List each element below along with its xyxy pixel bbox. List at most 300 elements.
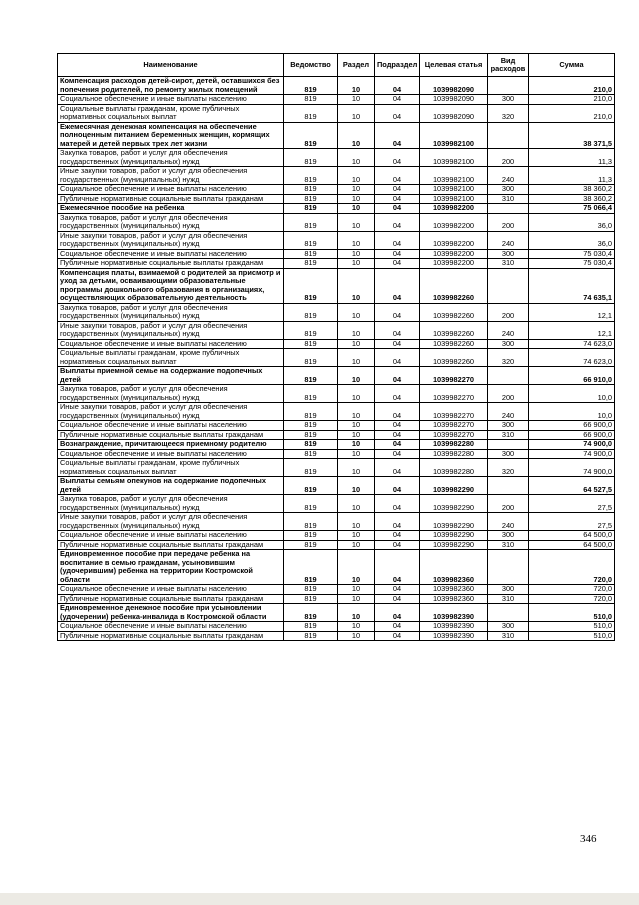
cell-section: 10 <box>338 349 375 367</box>
cell-dept: 819 <box>284 385 338 403</box>
cell-section: 10 <box>338 249 375 259</box>
cell-target: 1039982200 <box>420 231 488 249</box>
cell-section: 10 <box>338 513 375 531</box>
cell-section: 10 <box>338 194 375 204</box>
cell-dept: 819 <box>284 213 338 231</box>
cell-subsection: 04 <box>375 604 420 622</box>
cell-dept: 819 <box>284 194 338 204</box>
cell-kind: 200 <box>488 213 529 231</box>
table-row <box>58 477 615 495</box>
table-row <box>58 594 615 604</box>
cell-dept: 819 <box>284 421 338 431</box>
cell-sum: 38 360,2 <box>529 185 615 195</box>
cell-name: Ежемесячная денежная компенсация на обеспечение полноценным питанием беременных женщин, кормящих матерей и детей первых трех лет жизни <box>58 122 284 149</box>
cell-kind: 310 <box>488 194 529 204</box>
cell-kind <box>488 268 529 303</box>
table-header-row <box>58 54 615 77</box>
cell-section: 10 <box>338 122 375 149</box>
cell-target: 1039982100 <box>420 185 488 195</box>
cell-dept: 819 <box>284 149 338 167</box>
cell-name: Компенсация расходов детей-сирот, детей, оставшихся без попечения родителей, по ремонту жилых помещений <box>58 77 284 95</box>
cell-sum: 210,0 <box>529 95 615 105</box>
cell-name: Закупка товаров, работ и услуг для обеспечения государственных (муниципальных) нужд <box>58 213 284 231</box>
cell-section: 10 <box>338 403 375 421</box>
cell-sum: 74 900,0 <box>529 459 615 477</box>
cell-sum: 720,0 <box>529 550 615 585</box>
cell-dept: 819 <box>284 167 338 185</box>
cell-subsection: 04 <box>375 213 420 231</box>
cell-target: 1039982360 <box>420 585 488 595</box>
cell-subsection: 04 <box>375 421 420 431</box>
cell-sum: 720,0 <box>529 594 615 604</box>
cell-name: Социальное обеспечение и иные выплаты населению <box>58 185 284 195</box>
cell-kind: 240 <box>488 231 529 249</box>
table-row <box>58 449 615 459</box>
cell-sum: 27,5 <box>529 495 615 513</box>
cell-kind: 310 <box>488 430 529 440</box>
cell-sum: 36,0 <box>529 213 615 231</box>
cell-subsection: 04 <box>375 185 420 195</box>
cell-name: Социальное обеспечение и иные выплаты населению <box>58 449 284 459</box>
cell-subsection: 04 <box>375 95 420 105</box>
cell-kind: 240 <box>488 321 529 339</box>
cell-sum: 66 910,0 <box>529 367 615 385</box>
cell-subsection: 04 <box>375 585 420 595</box>
header-name: Наименование <box>58 54 284 77</box>
cell-sum: 74 900,0 <box>529 440 615 450</box>
cell-section: 10 <box>338 367 375 385</box>
cell-subsection: 04 <box>375 385 420 403</box>
table-row <box>58 430 615 440</box>
cell-name: Иные закупки товаров, работ и услуг для обеспечения государственных (муниципальных) нужд <box>58 167 284 185</box>
table-row <box>58 440 615 450</box>
cell-name: Социальное обеспечение и иные выплаты населению <box>58 421 284 431</box>
cell-name: Публичные нормативные социальные выплаты гражданам <box>58 194 284 204</box>
table-row <box>58 403 615 421</box>
cell-subsection: 04 <box>375 303 420 321</box>
page-number: 346 <box>580 833 597 845</box>
cell-kind: 200 <box>488 149 529 167</box>
cell-target: 1039982290 <box>420 477 488 495</box>
table-body <box>58 77 615 641</box>
cell-dept: 819 <box>284 477 338 495</box>
cell-target: 1039982260 <box>420 339 488 349</box>
cell-name: Ежемесячное пособие на ребенка <box>58 204 284 214</box>
cell-kind: 300 <box>488 339 529 349</box>
cell-target: 1039982200 <box>420 249 488 259</box>
cell-dept: 819 <box>284 104 338 122</box>
cell-kind: 310 <box>488 259 529 269</box>
cell-section: 10 <box>338 185 375 195</box>
table-row <box>58 604 615 622</box>
cell-name: Закупка товаров, работ и услуг для обеспечения государственных (муниципальных) нужд <box>58 385 284 403</box>
cell-dept: 819 <box>284 349 338 367</box>
cell-kind <box>488 604 529 622</box>
header-subsection: Подраздел <box>375 54 420 77</box>
cell-subsection: 04 <box>375 495 420 513</box>
cell-sum: 36,0 <box>529 231 615 249</box>
table-row <box>58 495 615 513</box>
cell-subsection: 04 <box>375 339 420 349</box>
cell-name: Социальное обеспечение и иные выплаты населению <box>58 249 284 259</box>
cell-kind: 300 <box>488 95 529 105</box>
table-row <box>58 95 615 105</box>
cell-section: 10 <box>338 585 375 595</box>
cell-kind: 200 <box>488 495 529 513</box>
cell-sum: 75 030,4 <box>529 259 615 269</box>
cell-subsection: 04 <box>375 459 420 477</box>
cell-section: 10 <box>338 149 375 167</box>
cell-target: 1039982100 <box>420 122 488 149</box>
cell-sum: 74 635,1 <box>529 268 615 303</box>
cell-dept: 819 <box>284 204 338 214</box>
cell-sum: 66 900,0 <box>529 430 615 440</box>
cell-target: 1039982360 <box>420 594 488 604</box>
cell-name: Вознаграждение, причитающееся приемному родителю <box>58 440 284 450</box>
cell-subsection: 04 <box>375 321 420 339</box>
cell-sum: 38 360,2 <box>529 194 615 204</box>
cell-target: 1039982100 <box>420 167 488 185</box>
cell-target: 1039982280 <box>420 440 488 450</box>
table-row <box>58 385 615 403</box>
cell-kind: 300 <box>488 249 529 259</box>
table-row <box>58 231 615 249</box>
cell-subsection: 04 <box>375 622 420 632</box>
table-row <box>58 421 615 431</box>
cell-target: 1039982290 <box>420 540 488 550</box>
cell-name: Социальные выплаты гражданам, кроме публичных нормативных социальных выплат <box>58 459 284 477</box>
cell-subsection: 04 <box>375 167 420 185</box>
cell-subsection: 04 <box>375 194 420 204</box>
table-row <box>58 513 615 531</box>
cell-kind: 320 <box>488 104 529 122</box>
cell-target: 1039982260 <box>420 349 488 367</box>
cell-sum: 510,0 <box>529 622 615 632</box>
cell-kind: 300 <box>488 531 529 541</box>
budget-table <box>57 53 615 641</box>
header-dept: Ведомство <box>284 54 338 77</box>
cell-dept: 819 <box>284 531 338 541</box>
cell-name: Социальное обеспечение и иные выплаты населению <box>58 531 284 541</box>
cell-kind: 240 <box>488 513 529 531</box>
cell-name: Социальное обеспечение и иные выплаты населению <box>58 622 284 632</box>
cell-section: 10 <box>338 440 375 450</box>
cell-dept: 819 <box>284 321 338 339</box>
cell-target: 1039982090 <box>420 77 488 95</box>
cell-subsection: 04 <box>375 403 420 421</box>
cell-sum: 12,1 <box>529 321 615 339</box>
cell-subsection: 04 <box>375 122 420 149</box>
cell-target: 1039982090 <box>420 104 488 122</box>
cell-sum: 720,0 <box>529 585 615 595</box>
cell-name: Единовременное денежное пособие при усыновлении (удочерении) ребенка-инвалида в Костромской области <box>58 604 284 622</box>
cell-target: 1039982290 <box>420 495 488 513</box>
cell-sum: 11,3 <box>529 167 615 185</box>
cell-section: 10 <box>338 385 375 403</box>
cell-section: 10 <box>338 604 375 622</box>
table-row <box>58 631 615 641</box>
cell-sum: 74 900,0 <box>529 449 615 459</box>
table-row <box>58 149 615 167</box>
cell-kind <box>488 367 529 385</box>
cell-section: 10 <box>338 204 375 214</box>
cell-section: 10 <box>338 540 375 550</box>
cell-section: 10 <box>338 303 375 321</box>
cell-sum: 64 527,5 <box>529 477 615 495</box>
cell-name: Закупка товаров, работ и услуг для обеспечения государственных (муниципальных) нужд <box>58 495 284 513</box>
cell-section: 10 <box>338 167 375 185</box>
cell-section: 10 <box>338 268 375 303</box>
cell-kind <box>488 550 529 585</box>
cell-subsection: 04 <box>375 449 420 459</box>
table-row <box>58 249 615 259</box>
cell-sum: 11,3 <box>529 149 615 167</box>
table-row <box>58 550 615 585</box>
table-row <box>58 531 615 541</box>
cell-section: 10 <box>338 449 375 459</box>
cell-subsection: 04 <box>375 594 420 604</box>
cell-target: 1039982270 <box>420 421 488 431</box>
cell-kind <box>488 77 529 95</box>
cell-target: 1039982270 <box>420 385 488 403</box>
cell-section: 10 <box>338 339 375 349</box>
cell-sum: 510,0 <box>529 631 615 641</box>
cell-sum: 66 900,0 <box>529 421 615 431</box>
cell-section: 10 <box>338 594 375 604</box>
cell-dept: 819 <box>284 449 338 459</box>
cell-kind: 300 <box>488 449 529 459</box>
cell-section: 10 <box>338 477 375 495</box>
table-row <box>58 185 615 195</box>
table-row <box>58 204 615 214</box>
table-row <box>58 585 615 595</box>
cell-target: 1039982290 <box>420 513 488 531</box>
cell-dept: 819 <box>284 122 338 149</box>
cell-dept: 819 <box>284 604 338 622</box>
cell-target: 1039982290 <box>420 531 488 541</box>
cell-kind <box>488 122 529 149</box>
cell-subsection: 04 <box>375 259 420 269</box>
cell-dept: 819 <box>284 513 338 531</box>
table-row <box>58 339 615 349</box>
cell-dept: 819 <box>284 631 338 641</box>
cell-name: Публичные нормативные социальные выплаты гражданам <box>58 430 284 440</box>
cell-sum: 64 500,0 <box>529 540 615 550</box>
cell-kind: 300 <box>488 622 529 632</box>
cell-target: 1039982270 <box>420 430 488 440</box>
cell-target: 1039982270 <box>420 367 488 385</box>
cell-subsection: 04 <box>375 268 420 303</box>
table-row <box>58 303 615 321</box>
cell-target: 1039982260 <box>420 321 488 339</box>
cell-sum: 210,0 <box>529 104 615 122</box>
cell-sum: 74 623,0 <box>529 349 615 367</box>
cell-kind: 310 <box>488 540 529 550</box>
cell-dept: 819 <box>284 259 338 269</box>
scan-bottom-edge <box>0 893 639 905</box>
cell-section: 10 <box>338 459 375 477</box>
cell-subsection: 04 <box>375 477 420 495</box>
cell-name: Публичные нормативные социальные выплаты гражданам <box>58 594 284 604</box>
cell-kind <box>488 204 529 214</box>
cell-dept: 819 <box>284 339 338 349</box>
cell-section: 10 <box>338 622 375 632</box>
table-row <box>58 213 615 231</box>
cell-subsection: 04 <box>375 367 420 385</box>
cell-dept: 819 <box>284 594 338 604</box>
cell-dept: 819 <box>284 622 338 632</box>
cell-target: 1039982390 <box>420 604 488 622</box>
cell-kind: 200 <box>488 385 529 403</box>
cell-name: Публичные нормативные социальные выплаты гражданам <box>58 540 284 550</box>
cell-dept: 819 <box>284 440 338 450</box>
cell-dept: 819 <box>284 185 338 195</box>
cell-kind: 310 <box>488 594 529 604</box>
cell-section: 10 <box>338 430 375 440</box>
cell-target: 1039982280 <box>420 459 488 477</box>
cell-name: Социальное обеспечение и иные выплаты населению <box>58 339 284 349</box>
cell-name: Публичные нормативные социальные выплаты гражданам <box>58 259 284 269</box>
cell-kind: 200 <box>488 303 529 321</box>
cell-subsection: 04 <box>375 249 420 259</box>
cell-dept: 819 <box>284 367 338 385</box>
header-kind: Вид расходов <box>488 54 529 77</box>
table-row <box>58 540 615 550</box>
table-row <box>58 104 615 122</box>
cell-kind: 320 <box>488 349 529 367</box>
cell-target: 1039982280 <box>420 449 488 459</box>
cell-target: 1039982100 <box>420 149 488 167</box>
cell-sum: 10,0 <box>529 403 615 421</box>
cell-name: Иные закупки товаров, работ и услуг для обеспечения государственных (муниципальных) нужд <box>58 513 284 531</box>
cell-dept: 819 <box>284 495 338 513</box>
table-row <box>58 622 615 632</box>
table-row <box>58 459 615 477</box>
cell-kind: 320 <box>488 459 529 477</box>
cell-name: Социальное обеспечение и иные выплаты населению <box>58 95 284 105</box>
cell-section: 10 <box>338 95 375 105</box>
cell-target: 1039982360 <box>420 550 488 585</box>
cell-dept: 819 <box>284 403 338 421</box>
cell-section: 10 <box>338 213 375 231</box>
header-sum: Сумма <box>529 54 615 77</box>
cell-sum: 75 066,4 <box>529 204 615 214</box>
cell-subsection: 04 <box>375 531 420 541</box>
table-row <box>58 259 615 269</box>
header-section: Раздел <box>338 54 375 77</box>
header-target: Целевая статья <box>420 54 488 77</box>
cell-dept: 819 <box>284 268 338 303</box>
cell-section: 10 <box>338 421 375 431</box>
table-row <box>58 122 615 149</box>
table-row <box>58 194 615 204</box>
cell-sum: 38 371,5 <box>529 122 615 149</box>
table-row <box>58 349 615 367</box>
cell-section: 10 <box>338 104 375 122</box>
cell-dept: 819 <box>284 430 338 440</box>
table-row <box>58 321 615 339</box>
table-row <box>58 77 615 95</box>
cell-dept: 819 <box>284 95 338 105</box>
cell-sum: 510,0 <box>529 604 615 622</box>
cell-target: 1039982100 <box>420 194 488 204</box>
cell-dept: 819 <box>284 585 338 595</box>
cell-dept: 819 <box>284 540 338 550</box>
cell-kind: 310 <box>488 631 529 641</box>
cell-name: Выплаты семьям опекунов на содержание подопечных детей <box>58 477 284 495</box>
cell-name: Иные закупки товаров, работ и услуг для обеспечения государственных (муниципальных) нужд <box>58 231 284 249</box>
cell-sum: 75 030,4 <box>529 249 615 259</box>
cell-kind: 240 <box>488 167 529 185</box>
cell-sum: 210,0 <box>529 77 615 95</box>
cell-kind: 240 <box>488 403 529 421</box>
cell-subsection: 04 <box>375 440 420 450</box>
cell-subsection: 04 <box>375 349 420 367</box>
cell-dept: 819 <box>284 303 338 321</box>
cell-sum: 74 623,0 <box>529 339 615 349</box>
table-row <box>58 167 615 185</box>
cell-subsection: 04 <box>375 149 420 167</box>
cell-dept: 819 <box>284 77 338 95</box>
cell-dept: 819 <box>284 459 338 477</box>
cell-name: Социальные выплаты гражданам, кроме публичных нормативных социальных выплат <box>58 349 284 367</box>
cell-kind: 300 <box>488 421 529 431</box>
cell-dept: 819 <box>284 550 338 585</box>
cell-target: 1039982260 <box>420 303 488 321</box>
cell-section: 10 <box>338 631 375 641</box>
cell-subsection: 04 <box>375 77 420 95</box>
cell-kind: 300 <box>488 185 529 195</box>
cell-kind <box>488 477 529 495</box>
cell-name: Компенсация платы, взимаемой с родителей за присмотр и уход за детьми, осваивающими образовательные программы дошкольного образования в организациях, осуществляющих образовательную деятельность <box>58 268 284 303</box>
cell-section: 10 <box>338 495 375 513</box>
cell-name: Социальное обеспечение и иные выплаты населению <box>58 585 284 595</box>
cell-section: 10 <box>338 531 375 541</box>
cell-target: 1039982090 <box>420 95 488 105</box>
cell-subsection: 04 <box>375 104 420 122</box>
cell-target: 1039982270 <box>420 403 488 421</box>
cell-subsection: 04 <box>375 204 420 214</box>
cell-sum: 27,5 <box>529 513 615 531</box>
cell-sum: 12,1 <box>529 303 615 321</box>
cell-target: 1039982390 <box>420 631 488 641</box>
cell-target: 1039982200 <box>420 204 488 214</box>
cell-name: Иные закупки товаров, работ и услуг для обеспечения государственных (муниципальных) нужд <box>58 403 284 421</box>
cell-name: Закупка товаров, работ и услуг для обеспечения государственных (муниципальных) нужд <box>58 149 284 167</box>
budget-table-page <box>57 53 614 641</box>
cell-name: Единовременное пособие при передаче ребенка на воспитание в семью гражданам, усыновившим (удочерившим) ребенка на территории Костромской области <box>58 550 284 585</box>
cell-name: Публичные нормативные социальные выплаты гражданам <box>58 631 284 641</box>
cell-section: 10 <box>338 259 375 269</box>
cell-name: Иные закупки товаров, работ и услуг для обеспечения государственных (муниципальных) нужд <box>58 321 284 339</box>
cell-name: Выплаты приемной семье на содержание подопечных детей <box>58 367 284 385</box>
cell-dept: 819 <box>284 249 338 259</box>
cell-subsection: 04 <box>375 430 420 440</box>
cell-section: 10 <box>338 321 375 339</box>
cell-subsection: 04 <box>375 631 420 641</box>
cell-sum: 10,0 <box>529 385 615 403</box>
cell-name: Социальные выплаты гражданам, кроме публичных нормативных социальных выплат <box>58 104 284 122</box>
cell-target: 1039982200 <box>420 213 488 231</box>
table-row <box>58 367 615 385</box>
cell-name: Закупка товаров, работ и услуг для обеспечения государственных (муниципальных) нужд <box>58 303 284 321</box>
table-row <box>58 268 615 303</box>
cell-section: 10 <box>338 550 375 585</box>
cell-subsection: 04 <box>375 540 420 550</box>
cell-subsection: 04 <box>375 231 420 249</box>
cell-kind <box>488 440 529 450</box>
cell-subsection: 04 <box>375 550 420 585</box>
